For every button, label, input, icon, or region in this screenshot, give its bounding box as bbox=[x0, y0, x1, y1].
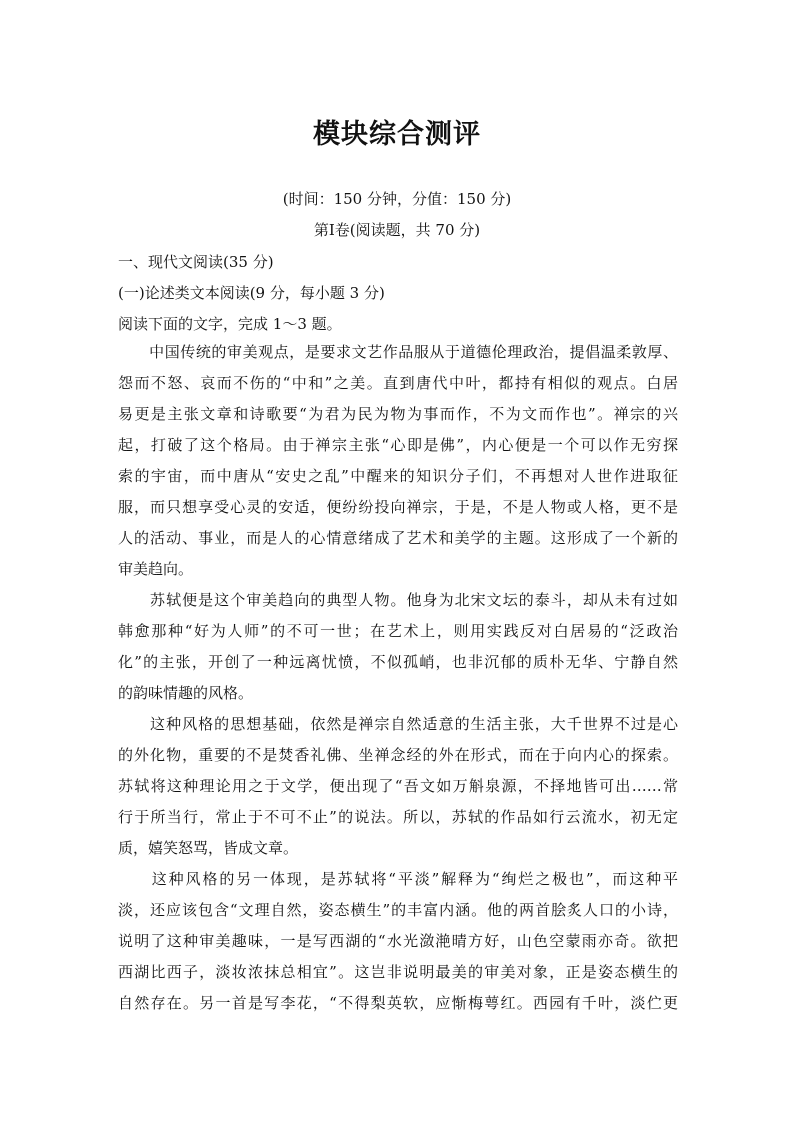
paragraph-1 bbox=[118, 337, 678, 585]
paragraph-4 bbox=[118, 864, 678, 1019]
paragraph-line: 的韵味情趣的风格。 bbox=[118, 684, 254, 702]
paragraph-line: 的外化物，重要的不是焚香礼佛、坐禅念经的外在形式，而在于向内心的探索。 bbox=[118, 746, 678, 764]
paragraph-line: 西湖比西子，淡妆浓抹总相宜”。这岂非说明最美的审美对象，正是姿态横生的 bbox=[118, 963, 678, 981]
paragraph-line: 中国传统的审美观点，是要求文艺作品服从于道德伦理政治，提倡温柔敦厚、 bbox=[118, 343, 678, 361]
paragraph-2 bbox=[118, 585, 678, 709]
section-heading: 一、现代文阅读(35 分) bbox=[118, 253, 274, 271]
instruction-text: 阅读下面的文字，完成 1～3 题。 bbox=[118, 315, 342, 333]
paragraph-line: 服，而只想享受心灵的安适，便纷纷投向禅宗，于是，不是人物或人格，更不是 bbox=[118, 498, 678, 516]
paragraph-line: 韩愈那种“好为人师”的不可一世；在艺术上，则用实践反对白居易的“泛政治 bbox=[118, 622, 678, 640]
volume-heading: 第Ⅰ卷(阅读题，共 70 分) bbox=[313, 221, 481, 239]
exam-meta: (时间：150 分钟，分值：150 分) bbox=[282, 190, 512, 208]
paragraph-line: 这种风格的思想基础，依然是禅宗自然适意的生活主张，大千世界不过是心 bbox=[118, 715, 678, 733]
page-title: 模块综合测评 bbox=[313, 119, 481, 150]
paragraph-line: 苏轼便是这个审美趋向的典型人物。他身为北宋文坛的泰斗，却从未有过如 bbox=[118, 591, 678, 609]
paragraph-line: 索的宇宙，而中唐从“安史之乱”中醒来的知识分子们，不再想对人世作进取征 bbox=[118, 467, 678, 485]
paragraph-line: 人的活动、事业，而是人的心情意绪成了艺术和美学的主题。这形成了一个新的 bbox=[118, 529, 678, 547]
paragraph-line: 质，嬉笑怒骂，皆成文章。 bbox=[118, 839, 299, 857]
paragraph-line: 起，打破了这个格局。由于禅宗主张“心即是佛”，内心便是一个可以作无穷探 bbox=[118, 436, 678, 454]
paragraph-line: 易更是主张文章和诗歌要“为君为民为物为事而作，不为文而作也”。禅宗的兴 bbox=[118, 405, 678, 423]
paragraph-line: 审美趋向。 bbox=[118, 560, 194, 578]
paragraph-line: 淡，还应该包含“文理自然，姿态横生”的丰富内涵。他的两首脍炙人口的小诗， bbox=[118, 901, 678, 919]
paragraph-line: 苏轼将这种理论用之于文学，便出现了“吾文如万斛泉源，不择地皆可出……常 bbox=[118, 777, 678, 795]
paragraph-line: 怨而不怒、哀而不伤的“中和”之美。直到唐代中叶，都持有相似的观点。白居 bbox=[118, 374, 678, 392]
paragraph-line: 说明了这种审美趣味，一是写西湖的“水光潋滟晴方好，山色空蒙雨亦奇。欲把 bbox=[118, 932, 678, 950]
subsection-heading: (一)论述类文本阅读(9 分，每小题 3 分) bbox=[118, 284, 385, 302]
paragraph-3 bbox=[118, 709, 678, 864]
paragraph-line: 自然存在。另一首是写李花，“不得梨英软，应惭梅萼红。西园有千叶，淡伫更 bbox=[118, 994, 678, 1012]
paragraph-line: 这种风格的另一体现，是苏轼将“平淡”解释为“绚烂之极也”，而这种平 bbox=[118, 870, 678, 888]
paragraph-line: 化”的主张，开创了一种远离忧愤，不似孤峭，也非沉郁的质朴无华、宁静自然 bbox=[118, 653, 678, 671]
paragraph-line: 行于所当行，常止于不可不止”的说法。所以，苏轼的作品如行云流水，初无定 bbox=[118, 808, 678, 826]
